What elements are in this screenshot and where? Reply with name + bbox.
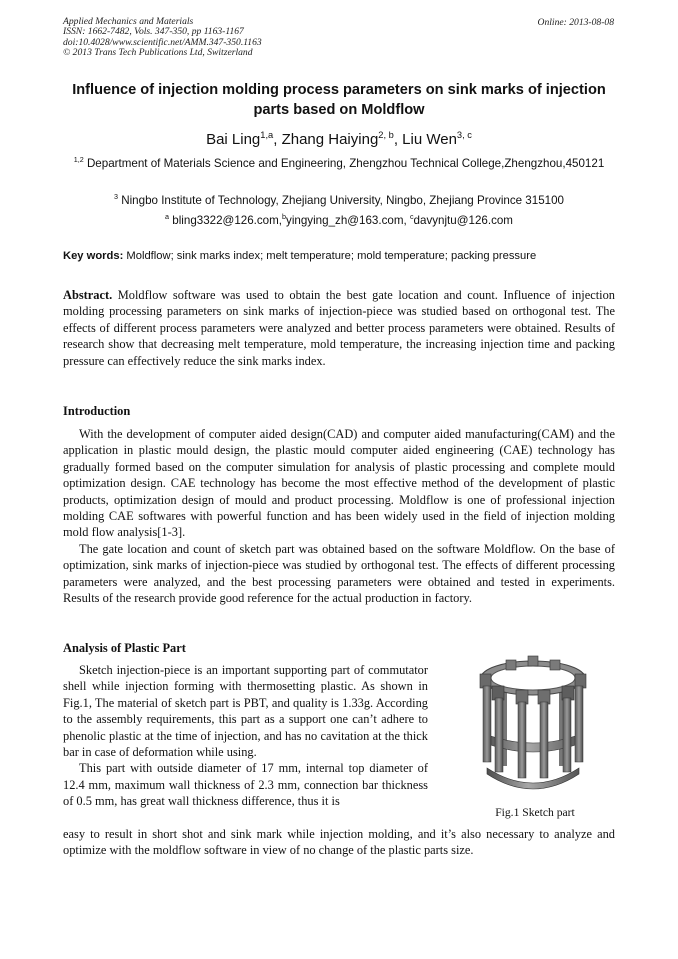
author-list: Bai Ling$^{1,a}$, Zhang Haiying$^{2, b}$, Liu Wen$^{3, c}$ [206, 130, 472, 148]
author-sup: 2, b [378, 130, 394, 140]
analysis-body [63, 662, 428, 810]
sketch-part-figure [478, 648, 588, 796]
email-address: bling3322@126.com [172, 214, 279, 227]
figure-caption: Fig.1 Sketch part [495, 806, 575, 819]
affiliation-sup: 1,2 [73, 155, 84, 165]
introduction-heading: Introduction [63, 404, 131, 418]
author-sup: 3, c [456, 130, 472, 140]
email-sup: a [165, 212, 170, 222]
keywords [63, 250, 536, 262]
affiliation-text: Ningbo Institute of Technology, Zhejiang University, Ningbo, Zhejiang Province 315100 [121, 194, 564, 207]
affiliation-sup: 3 [114, 192, 118, 202]
email-line: $^a$ bling3322@126.com,$^b$yingying_zh@163.com, $^c$davynjtu@126.com [165, 212, 513, 227]
paragraph: Sketch injection-piece is an important supporting part of commutator shell while injection forming with thermosetting plastic. As shown in Fig.1, The material of sketch part is PBT, and quality is 1.33g. According to the assembly requirements, this part as a support one can’t adhere to phenolic plastic at the time of injection, and has no cavitation at the thick bar in case of deformation while using. [63, 663, 428, 760]
abstract-label: Abstract. [63, 288, 113, 302]
analysis-heading: Analysis of Plastic Part [63, 641, 186, 655]
analysis-continuation: easy to result in short shot and sink mark while injection molding, and it’s also necessary to analyze and optimize with the moldflow software in view of no change of the plastic parts size. [63, 827, 615, 858]
keywords-text: Moldflow; sink marks index; melt temperature; mold temperature; packing pressure [126, 250, 537, 262]
abstract [63, 287, 615, 369]
paragraph: The gate location and count of sketch part was obtained based on the software Moldflow. On the base of optimization, sink marks of injection-piece was studied by orthogonal test. The effects of different processing parameters were analyzed, and the best processing parameters were obtained and tested in experiments. Results of the research provide good reference for the actual production in factory. [63, 541, 615, 606]
doi-line: doi:10.4028/www.scientific.net/AMM.347-350.1163 [63, 36, 262, 48]
online-date: Online: 2013-08-08 [537, 17, 614, 28]
author-name: Bai Ling [206, 131, 261, 148]
author-name: Zhang Haiying [281, 131, 379, 148]
keywords-label: Key words: [63, 250, 124, 262]
affiliation-text: Department of Materials Science and Engineering, Zhengzhou Technical College,Zhengzhou,450121 [86, 157, 605, 170]
author-name: Liu Wen [402, 131, 457, 148]
journal-meta [63, 17, 262, 59]
abstract-text: Moldflow software was used to obtain the best gate location and count. Influence of injection molding processing parameters on sink marks of injection-piece was studied based on orthogonal test. The effects of different process parameters were analyzed and better process parameters were obtained. Results of research show that decreasing melt temperature, mold temperature, the increasing injection time and packing pressure can effectively reduce the sink marks index. [63, 288, 615, 368]
copyright-line: © 2013 Trans Tech Publications Ltd, Switzerland [63, 47, 253, 59]
author-sup: 1,a [260, 130, 274, 140]
email-sup: b [282, 212, 287, 222]
paper-title: Influence of injection molding process parameters on sink marks of injection parts based on Moldflow [72, 82, 606, 118]
journal-name: Applied Mechanics and Materials [63, 16, 194, 27]
issn-line: ISSN: 1662-7482, Vols. 347-350, pp 1163-1167 [63, 26, 244, 38]
email-sup: c [409, 212, 414, 222]
email-address: yingying_zh@163.com [286, 214, 404, 227]
email-address: davynjtu@126.com [413, 214, 513, 227]
paragraph: This part with outside diameter of 17 mm, internal top diameter of 12.4 mm, maximum wall thickness of 2.3 mm, connection bar thickness of 0.5 mm, has great wall thickness difference, thus it is [63, 761, 428, 809]
affiliation-1 [60, 156, 618, 172]
affiliation-2 [60, 193, 618, 209]
introduction-body [63, 426, 615, 606]
paragraph: With the development of computer aided design(CAD) and computer aided manufacturing(CAM) and the application in plastic mould design, the plastic mould computer aided engineering (CAE) technology has gradually formed based on the computer simulation for analysis of plastic processing and complete mould optimization design. CAE technology has become the most effective method of the development of plastic products, optimization design of mould and product processing. Moldflow is one of professional injection molding CAE softwares with powerful function and has been widely used in the field of injection molding mold flow analysis[1-3]. [63, 427, 615, 540]
